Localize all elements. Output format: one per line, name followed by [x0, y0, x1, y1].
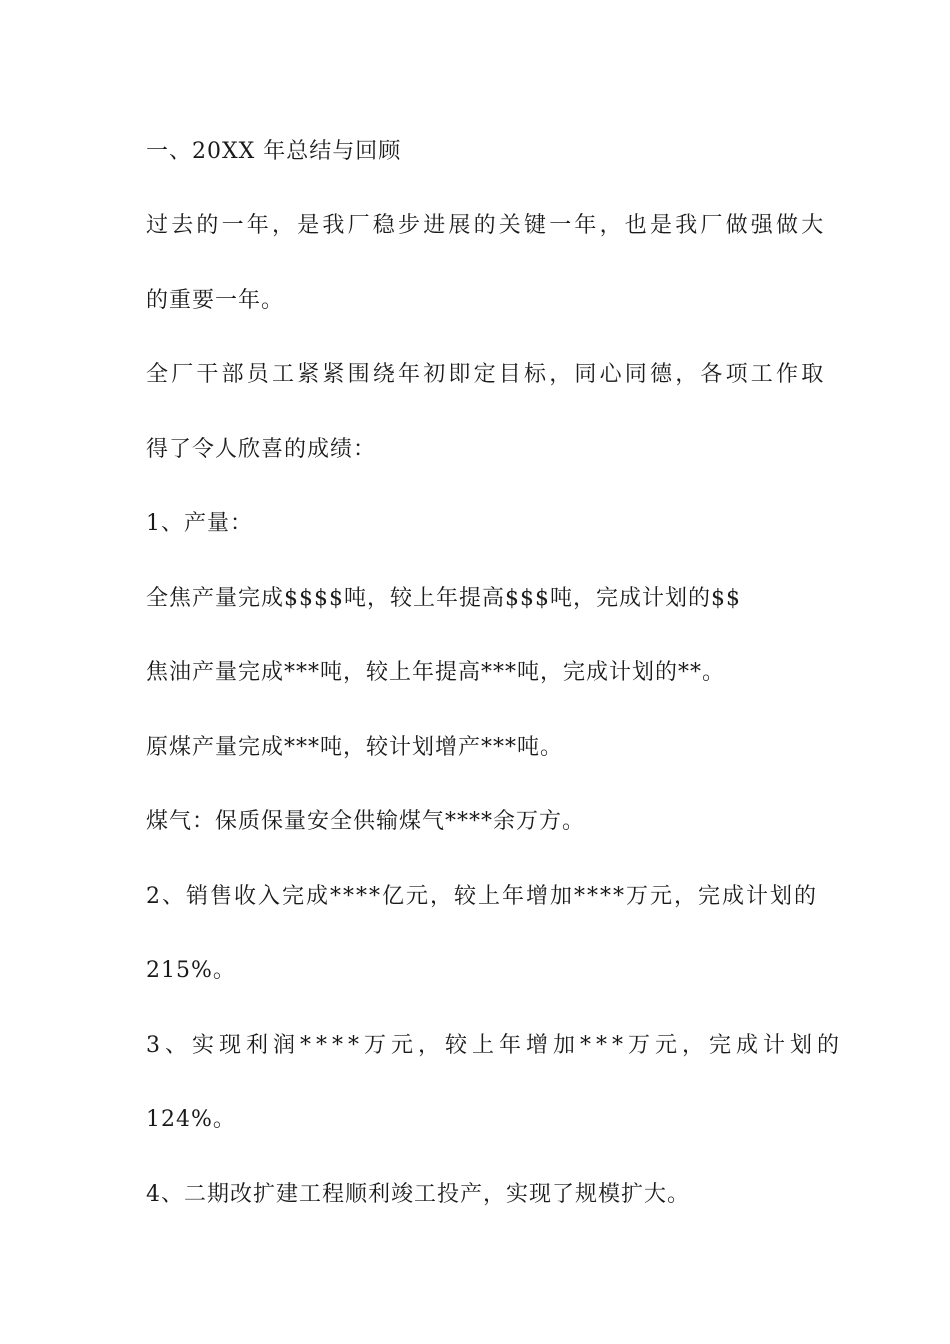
section-heading: 一、20XX 年总结与回顾: [146, 139, 402, 164]
paragraph-line: 的重要一年。: [146, 288, 285, 313]
list-item: 3、实现利润****万元，较上年增加***万元，完成计划的: [146, 1033, 844, 1058]
paragraph-line: 全焦产量完成$$$$吨，较上年提高$$$吨，完成计划的$$: [146, 586, 741, 611]
paragraph-line: 焦油产量完成***吨，较上年提高***吨，完成计划的**。: [146, 660, 726, 685]
paragraph-line: 得了令人欣喜的成绩：: [146, 437, 377, 462]
paragraph-line: 过去的一年，是我厂稳步进展的关键一年，也是我厂做强做大: [146, 213, 827, 238]
paragraph-line: 124%。: [146, 1107, 236, 1132]
list-item: 4、二期改扩建工程顺利竣工投产，实现了规模扩大。: [146, 1182, 690, 1207]
list-item: 2、销售收入完成****亿元，较上年增加****万元，完成计划的: [146, 884, 818, 909]
paragraph-line: 全厂干部员工紧紧围绕年初即定目标，同心同德，各项工作取: [146, 362, 827, 387]
paragraph-line: 原煤产量完成***吨，较计划增产***吨。: [146, 735, 564, 760]
list-item-label: 1、产量：: [146, 511, 253, 536]
paragraph-line: 215%。: [146, 958, 236, 983]
paragraph-line: 煤气：保质保量安全供输煤气****余万方。: [146, 809, 586, 834]
